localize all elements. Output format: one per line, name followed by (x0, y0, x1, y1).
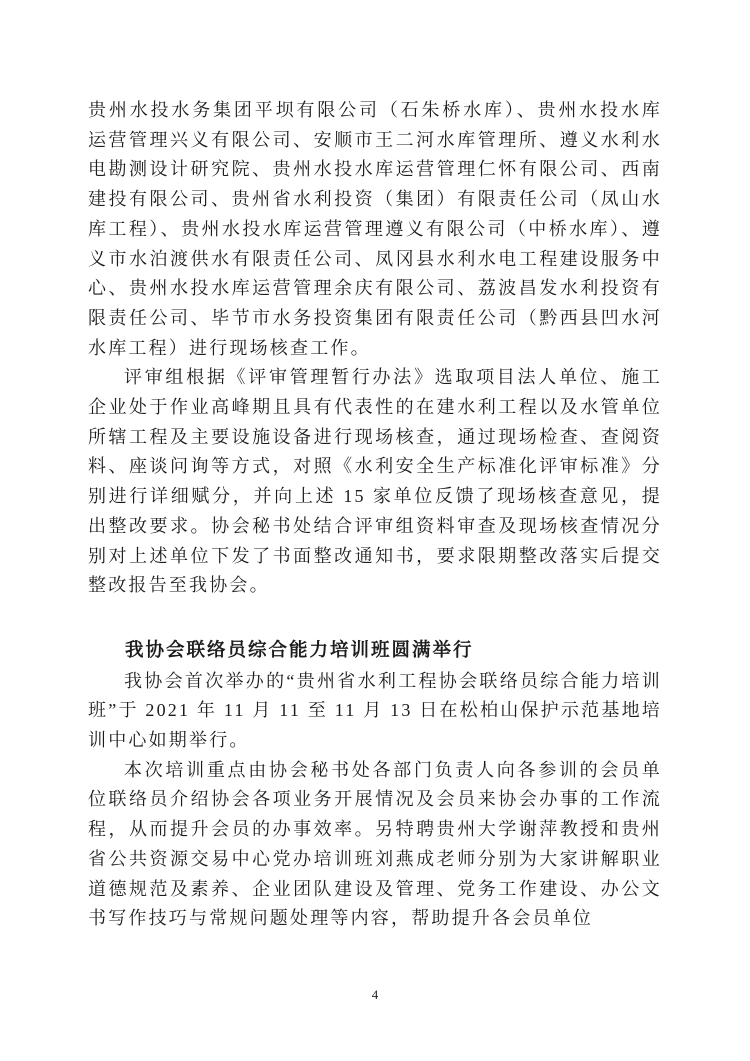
section-heading-training-class: 我协会联络员综合能力培训班圆满举行 (125, 640, 474, 661)
page-number: 4 (371, 987, 379, 1002)
paragraph-training-content: 本次培训重点由协会秘书处各部门负责人向各参训的会员单位联络员介绍协会各项业务开展情况及会员来协会办事的工作流程，从而提升会员的办事效率。另特聘贵州大学谢萍教授和贵州省公共资源交易中心党办培训班刘燕成老师分别为大家讲解职业道德规范及素养、企业团队建设及管理、党务工作建设、办公文书写作技巧与常规问题处理等内容，帮助提升各会员单位 (88, 759, 662, 929)
paragraph-review-process: 评审组根据《评审管理暂行办法》选取项目法人单位、施工企业处于作业高峰期且具有代表性的在建水利工程以及水管单位所辖工程及主要设施设备进行现场核查，通过现场检查、查阅资料、座谈问询等方式，对照《水利安全生产标准化评审标准》分别进行详细赋分，并向上述 15 家单位反馈了现场核查意见，提出整改要求。协会秘书处结合评审组资料审查及现场核查情况分别对上述单位下发了书面整改通知书，要求限期整改落实后提交整改报告至我协会。 (88, 367, 662, 596)
paragraph-training-dates: 我协会首次举办的“贵州省水利工程协会联络员综合能力培训班”于 2021 年 11 月 11 至 11 月 13 日在松柏山保护示范基地培训中心如期举行。 (88, 670, 662, 751)
paragraph-inspected-companies-list: 贵州水投水务集团平坝有限公司（石朱桥水库）、贵州水投水库运营管理兴义有限公司、安顺市王二河水库管理所、遵义水利水电勘测设计研究院、贵州水投水库运营管理仁怀有限公司、西南建投有限公司、贵州省水利投资（集团）有限责任公司（凤山水库工程）、贵州水投水库运营管理遵义有限公司（中桥水库）、遵义市水泊渡供水有限责任公司、凤冈县水利水电工程建设服务中心、贵州水投水库运营管理余庆有限公司、荔波昌发水利投资有限责任公司、毕节市水务投资集团有限责任公司（黔西县凹水河水库工程）进行现场核查工作。 (88, 100, 662, 358)
document-content (88, 96, 662, 934)
